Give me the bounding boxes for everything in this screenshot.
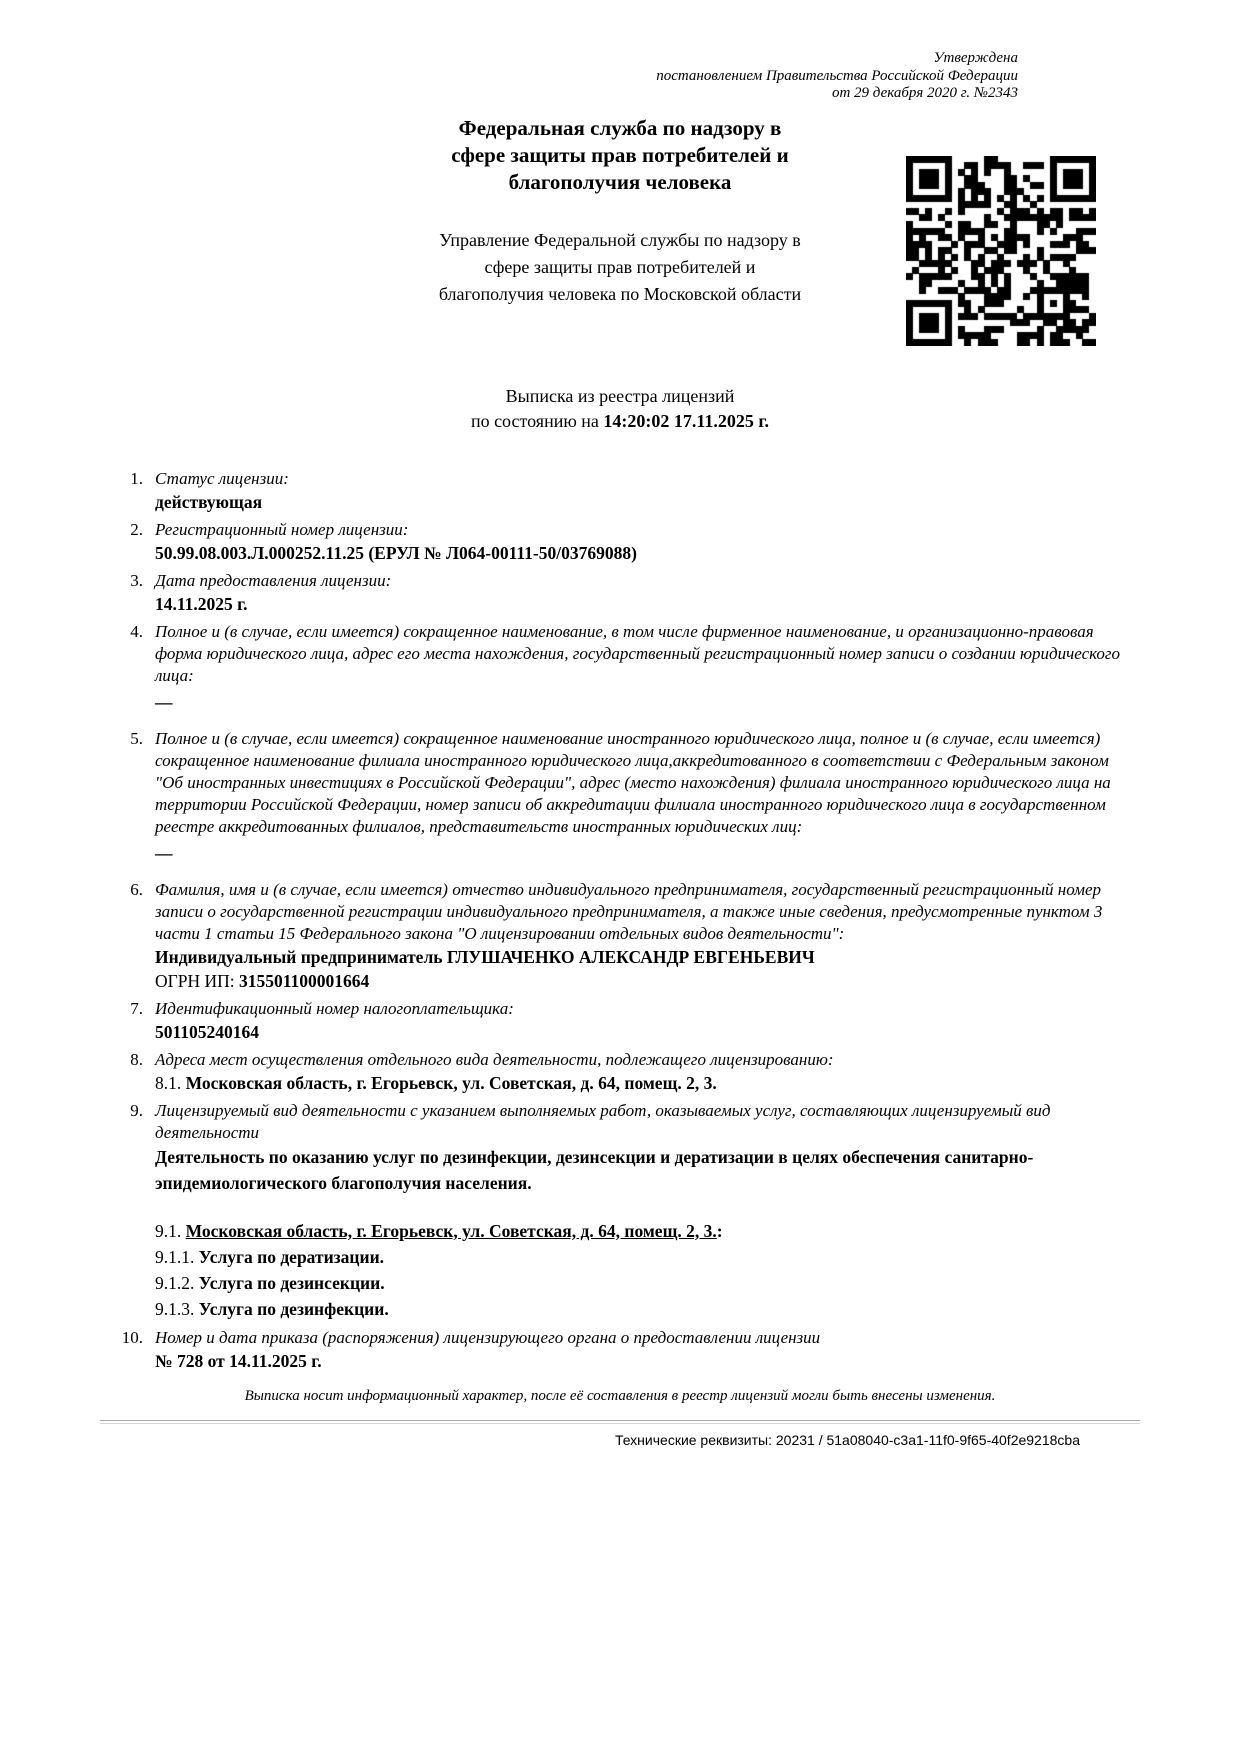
service-number: 9.1.2.: [155, 1272, 195, 1293]
ogrn-line: [155, 969, 1140, 993]
field-order-number: [100, 1327, 1140, 1373]
field-number: 5.: [130, 728, 143, 748]
entrepreneur-name-value: Индивидуальный предприниматель ГЛУШАЧЕНКО АЛЕКСАНДР ЕВГЕНЬЕВИЧ: [155, 946, 815, 967]
field-foreign-entity-name: [100, 728, 1140, 874]
order-value: № 728 от 14.11.2025 г.: [155, 1350, 322, 1371]
address-sub-number: 8.1.: [155, 1072, 182, 1093]
field-registration-number: [100, 519, 1140, 565]
approval-stamp-line-3: от 29 декабря 2020 г. №2343: [831, 85, 1018, 101]
activity-description: Деятельность по оказанию услуг по дезинфекции, дезинсекции и дератизации в целях обеспечения санитарно-эпидемиологического благополучия населения.: [155, 1146, 1034, 1193]
field-licensed-activity: [100, 1100, 1140, 1322]
field-number: 7.: [130, 998, 143, 1018]
field-number: 4.: [130, 621, 143, 641]
asof-datetime: 14:20:02 17.11.2025 г.: [603, 410, 770, 431]
field-label: Регистрационный номер лицензии:: [155, 519, 409, 539]
field-number: 10.: [121, 1327, 143, 1347]
qr-code: [906, 156, 1096, 346]
field-license-status: [100, 468, 1140, 514]
field-activity-addresses: [100, 1049, 1140, 1095]
service-line: [155, 1270, 1140, 1296]
org-name-line: сфере защиты прав потребителей и: [451, 142, 789, 167]
field-value-empty: —: [155, 842, 173, 863]
branch-line: Управление Федеральной службы по надзору в: [439, 229, 801, 250]
field-number: 1.: [130, 468, 143, 488]
field-label: Номер и дата приказа (распоряжения) лицензирующего органа о предоставлении лицензии: [155, 1327, 821, 1347]
document-title-line: Выписка из реестра лицензий: [505, 385, 735, 406]
blank-gap: [155, 1196, 1140, 1218]
field-number: 6.: [130, 879, 143, 899]
location-colon: :: [716, 1220, 723, 1241]
field-label: Лицензируемый вид деятельности с указанием выполняемых работ, оказываемых услуг, составляющих лицензируемый вид деятельности: [155, 1100, 1051, 1142]
field-label: Идентификационный номер налогоплательщика:: [155, 998, 514, 1018]
location-sub-number: 9.1.: [155, 1220, 182, 1241]
field-license-date: [100, 570, 1140, 616]
service-line: [155, 1296, 1140, 1322]
informational-note: Выписка носит информационный характер, после её составления в реестр лицензий могли быть внесены изменения.: [244, 1387, 996, 1404]
field-value: действующая: [155, 491, 263, 512]
asof-prefix: по состоянию на: [470, 410, 604, 431]
field-number: 2.: [130, 519, 143, 539]
field-label: Полное и (в случае, если имеется) сокращенное наименование иностранного юридического лица, полное и (в случае, если имеется) сокращенное наименование филиала иностранного юридического лица,аккредитованного в соответствии с Федеральным законом "Об иностранных инвестициях в Российской Федерации", адрес (место нахождения) филиала иностранного юридического лица на территории Российской Федерации, номер записи об аккредитации филиала иностранного юридического лица в государственном реестре аккредитованных филиалов, представительств иностранных юридических лиц:: [155, 728, 1111, 836]
field-label: Дата предоставления лицензии:: [155, 570, 392, 590]
approval-stamp: [0, 0, 1240, 103]
branch-line: сфере защиты прав потребителей и: [484, 256, 756, 277]
field-entrepreneur-name: [100, 879, 1140, 993]
document-asof-line: [0, 409, 1240, 434]
document-title: [0, 384, 1240, 434]
field-value: 14.11.2025 г.: [155, 593, 248, 614]
address-value: Московская область, г. Егорьевск, ул. Советская, д. 64, помещ. 2, 3.: [185, 1072, 717, 1093]
field-number: 3.: [130, 570, 143, 590]
approval-stamp-line-2: постановлением Правительства Российской Федерации: [656, 67, 1018, 84]
address-line: [155, 1071, 1140, 1095]
field-taxpayer-number: [100, 998, 1140, 1044]
location-address: Московская область, г. Егорьевск, ул. Советская, д. 64, помещ. 2, 3.: [185, 1220, 717, 1241]
footer-divider: [100, 1420, 1140, 1424]
ogrn-label: ОГРН ИП:: [155, 970, 235, 991]
field-number: 8.: [130, 1049, 143, 1069]
org-name-line: благополучия человека: [508, 169, 732, 194]
field-label: Статус лицензии:: [155, 468, 289, 488]
branch-line: благополучия человека по Московской области: [438, 283, 802, 304]
service-text: Услуга по дератизации.: [198, 1246, 385, 1267]
activity-location-line: [155, 1218, 1140, 1244]
field-legal-entity-name: [100, 621, 1140, 723]
org-name-line: Федеральная служба по надзору в: [458, 115, 782, 140]
field-value-empty: —: [155, 691, 173, 712]
service-number: 9.1.1.: [155, 1246, 195, 1267]
technical-requisites: Технические реквизиты: 20231 / 51a08040-c3a1-11f0-9f65-40f2e9218cba: [614, 1431, 1080, 1448]
inn-value: 501105240164: [155, 1021, 260, 1042]
ogrn-value: 315501100001664: [239, 970, 370, 991]
field-label: Полное и (в случае, если имеется) сокращенное наименование, в том числе фирменное наименование, и организационно-правовая форма юридического лица, адрес его места нахождения, государственный регистрационный номер записи о создании юридического лица:: [155, 621, 1121, 685]
field-label: Адреса мест осуществления отдельного вида деятельности, подлежащего лицензированию:: [155, 1049, 834, 1069]
service-text: Услуга по дезинсекции.: [198, 1272, 385, 1293]
field-number: 9.: [130, 1100, 143, 1120]
field-value: 50.99.08.003.Л.000252.11.25 (ЕРУЛ № Л064-00111-50/03769088): [155, 542, 637, 563]
approval-stamp-line-1: Утверждена: [933, 50, 1018, 66]
service-line: [155, 1244, 1140, 1270]
fields-list: [0, 468, 1240, 1373]
field-label: Фамилия, имя и (в случае, если имеется) отчество индивидуального предпринимателя, государственный регистрационный номер записи о государственной регистрации индивидуального предпринимателя, а также иные сведения, предусмотренные пунктом 3 части 1 статьи 15 Федерального закона "О лицензировании отдельных видов деятельности":: [155, 879, 1103, 943]
service-text: Услуга по дезинфекции.: [198, 1298, 389, 1319]
service-number: 9.1.3.: [155, 1298, 195, 1319]
